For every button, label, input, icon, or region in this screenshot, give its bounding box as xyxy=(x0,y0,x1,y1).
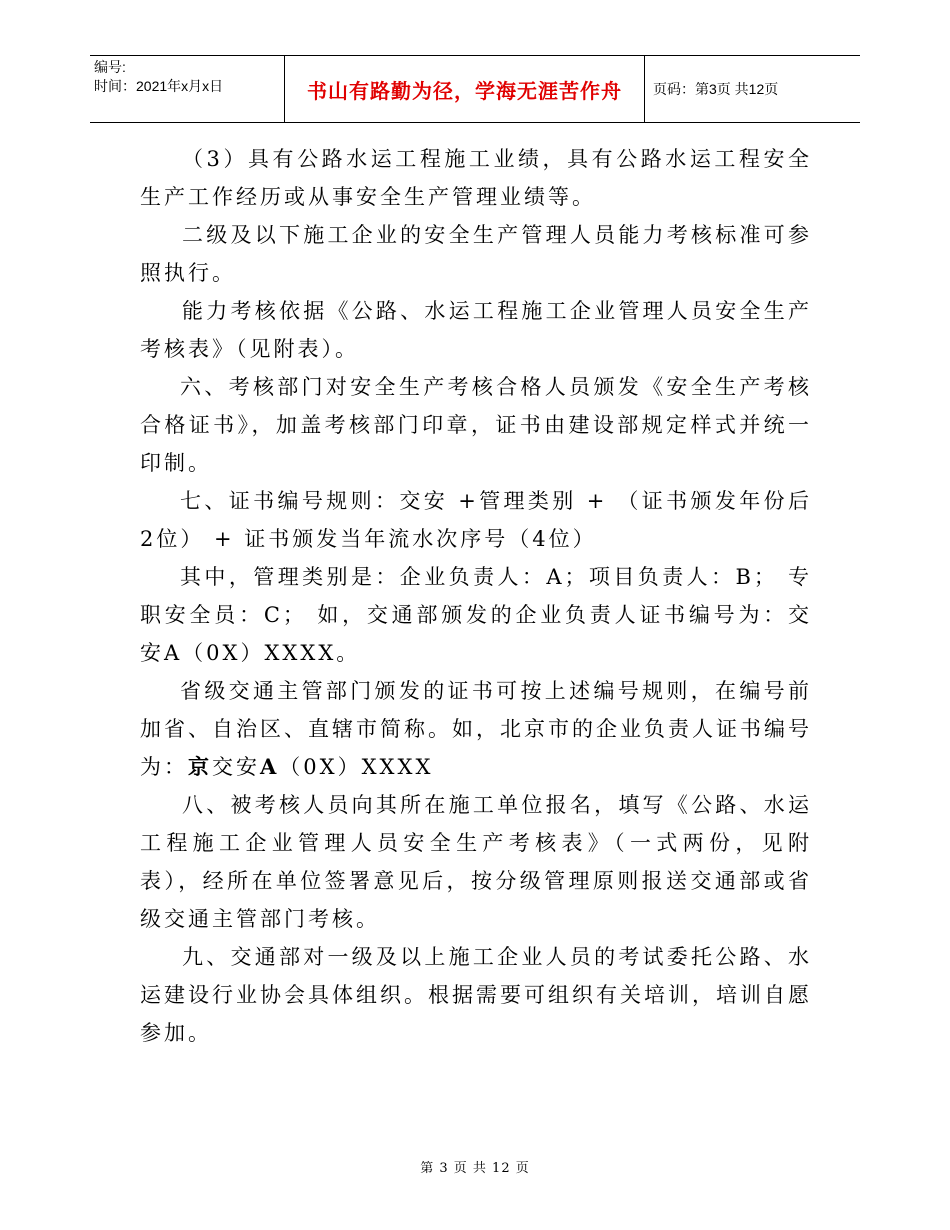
page-footer: 第 3 页 共 12 页 xyxy=(420,1161,530,1176)
header-page-info xyxy=(645,56,860,122)
example-province: 京 xyxy=(188,754,212,779)
page-info: 页码：第3页 共12页 xyxy=(653,81,779,97)
time-label: 时间：2021年x月x日 xyxy=(94,78,224,94)
paragraph-7 xyxy=(140,672,812,786)
page-header xyxy=(90,55,860,123)
paragraph-1: （3）具有公路水运工程施工业绩，具有公路水运工程安全生产工作经历或从事安全生产管理业绩等。 xyxy=(140,147,812,209)
paragraph-9: 九、交通部对一级及以上施工企业人员的考试委托公路、水运建设行业协会具体组织。根据需要可组织有关培训，培训自愿参加。 xyxy=(140,945,812,1045)
paragraph-6: 其中，管理类别是：企业负责人：A；项目负责人：B； 专职安全员：C； 如，交通部颁发的企业负责人证书编号为：交安A（0X）XXXX。 xyxy=(140,565,812,665)
header-motto-cell xyxy=(285,56,645,122)
example-prefix: 交安 xyxy=(212,755,260,779)
paragraph-2: 二级及以下施工企业的安全生产管理人员能力考核标准可参照执行。 xyxy=(140,223,812,285)
document-body xyxy=(140,140,812,1052)
example-tail: （0X）XXXX xyxy=(279,755,434,779)
motto: 书山有路勤为径，学海无涯苦作舟 xyxy=(307,80,622,103)
example-category: A xyxy=(260,754,280,779)
header-meta xyxy=(90,56,285,122)
paragraph-7-text: 省级交通主管部门颁发的证书可按上述编号规则，在编号前加省、自治区、直辖市简称。如，北京市的企业负责人证书编号为： xyxy=(140,679,812,779)
paragraph-8: 八、被考核人员向其所在施工单位报名，填写《公路、水运工程施工企业管理人员安全生产考核表》（一式两份，见附表），经所在单位签署意见后，按分级管理原则报送交通部或省级交通主管部门考核。 xyxy=(140,793,812,931)
paragraph-3: 能力考核依据《公路、水运工程施工企业管理人员安全生产考核表》（见附表）。 xyxy=(140,299,812,361)
number-label: 编号: xyxy=(94,59,126,75)
paragraph-4: 六、考核部门对安全生产考核合格人员颁发《安全生产考核合格证书》，加盖考核部门印章，证书由建设部规定样式并统一印制。 xyxy=(140,375,812,475)
paragraph-5: 七、证书编号规则：交安 +管理类别 + （证书颁发年份后2位） + 证书颁发当年流水次序号（4位） xyxy=(140,489,812,551)
